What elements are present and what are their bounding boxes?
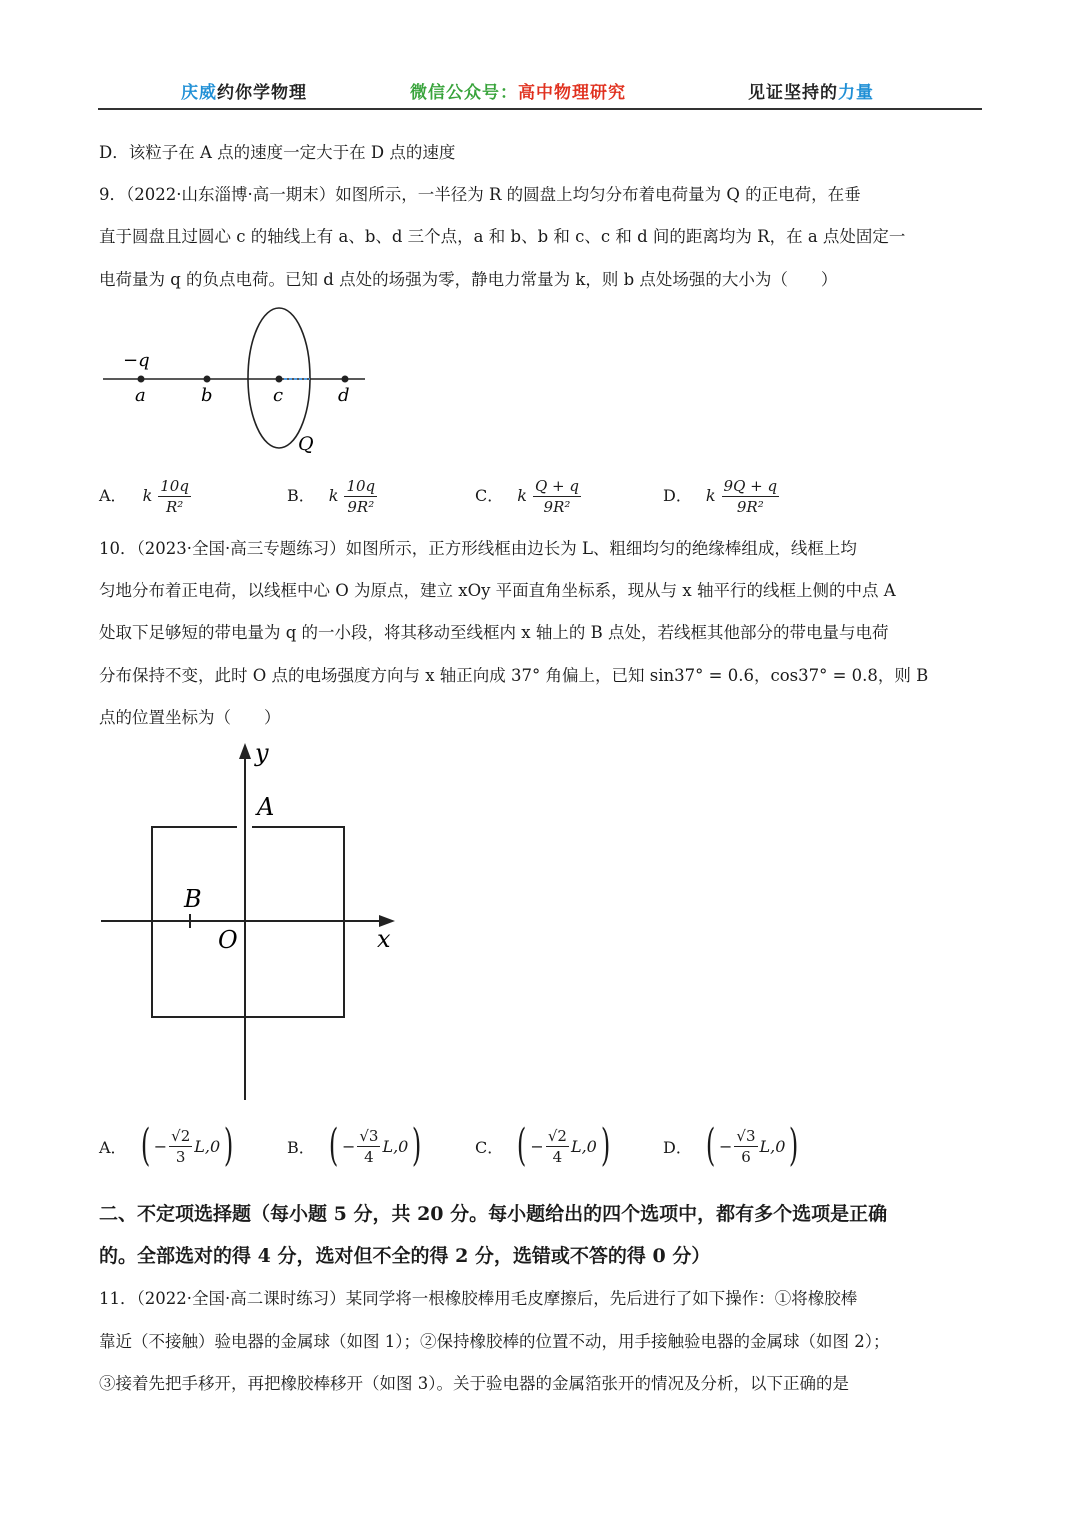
left-paren: ( — [517, 1120, 527, 1171]
header-right — [748, 78, 874, 103]
option-minus: − — [530, 1136, 544, 1156]
header-left-b: 约你学物理 — [217, 83, 307, 103]
option-minus: − — [341, 1136, 356, 1156]
q10-text-line-5: 点的位置坐标为（ ） — [99, 708, 281, 727]
label-d: d — [338, 385, 350, 406]
q11-text-line-3: ③接着先把手移开，再把橡胶棒移开（如图 3）。关于验电器的金属箔张开的情况及分析，以下正确的是 — [99, 1374, 849, 1393]
fraction-numerator: √3 — [359, 1126, 379, 1145]
fraction-numerator: Q + q — [534, 477, 579, 495]
fraction-denominator: 4 — [364, 1147, 374, 1166]
label-b: b — [201, 385, 213, 406]
point-d — [342, 376, 349, 383]
fraction-denominator: 4 — [552, 1147, 563, 1166]
right-paren: ) — [224, 1120, 234, 1171]
header-middle — [410, 78, 626, 103]
option-fraction — [546, 1126, 569, 1167]
option-minus: − — [719, 1136, 733, 1156]
option-body — [99, 1120, 237, 1171]
label-O: O — [218, 926, 238, 954]
q10-figure — [95, 735, 405, 1105]
label-A: A — [257, 793, 275, 821]
q10-text-line-3: 处取下足够短的带电量为 q 的一小段，将其移动至线框内 x 轴上的 B 点处，若线框其他部分的带电量与电荷 — [99, 623, 889, 642]
header-mid-a: 微信公众号： — [410, 83, 518, 103]
q9-option-d[interactable] — [663, 476, 779, 517]
option-fraction — [158, 476, 191, 517]
option-label: B． — [287, 1137, 315, 1157]
option-body — [663, 1120, 803, 1171]
option-k: k — [328, 486, 339, 505]
option-k: k — [517, 486, 527, 505]
option-fraction — [533, 476, 581, 517]
label-Q: Q — [298, 433, 314, 455]
option-k: k — [705, 486, 716, 505]
header-right-a: 见证坚持的 — [748, 83, 838, 103]
label-neg-q: −q — [123, 350, 150, 371]
option-fraction — [722, 476, 780, 517]
header-rule — [98, 108, 982, 110]
option-tail: L,0 — [382, 1136, 409, 1156]
q9-text-line-2: 直于圆盘且过圆心 c 的轴线上有 a、b、d 三个点，a 和 b、b 和 c、c 和 d 间的距离均为 R，在 a 点处固定一 — [99, 227, 906, 246]
label-y: y — [255, 739, 269, 767]
fraction-numerator: 10q — [346, 477, 376, 495]
right-paren: ) — [600, 1120, 611, 1171]
q10-option-a[interactable] — [99, 1120, 237, 1171]
q8-option-d: D．该粒子在 A 点的速度一定大于在 D 点的速度 — [99, 143, 456, 162]
fraction-denominator: 9R² — [736, 498, 764, 516]
q10-text-line-4: 分布保持不变，此时 O 点的电场强度方向与 x 轴正向成 37° 角偏上，已知 sin37° = 0.6，cos37° = 0.8，则 B — [99, 666, 929, 685]
q10-option-b[interactable] — [287, 1120, 426, 1171]
q11-text-line-1: 11．（2022·全国·高二课时练习）某同学将一根橡胶棒用毛皮摩擦后，先后进行了如下操作：①将橡胶棒 — [99, 1289, 858, 1308]
left-paren: ( — [705, 1120, 716, 1171]
fraction-numerator: 10q — [160, 477, 189, 495]
q9-option-b[interactable] — [287, 476, 377, 517]
option-label: A． — [99, 486, 127, 505]
option-fraction — [734, 1126, 757, 1167]
left-paren: ( — [328, 1120, 339, 1171]
header-left-a: 庆威 — [181, 83, 217, 103]
option-body — [475, 1120, 614, 1171]
label-a: a — [135, 385, 146, 406]
point-c — [276, 376, 283, 383]
fraction-denominator: 9R² — [543, 498, 571, 516]
section-2-heading-line-2: 的。全部选对的得 4 分，选对但不全的得 2 分，选错或不答的得 0 分） — [99, 1245, 711, 1267]
y-axis-arrow-icon — [239, 743, 251, 759]
q10-text-line-1: 10．（2023·全国·高三专题练习）如图所示，正方形线框由边长为 L、粗细均匀的绝缘棒组成，线框上均 — [99, 539, 857, 558]
option-k: k — [142, 486, 153, 505]
q9-option-c[interactable] — [475, 476, 581, 517]
fraction-denominator: 6 — [741, 1147, 751, 1166]
label-B: B — [184, 885, 202, 913]
option-tail: L,0 — [759, 1136, 786, 1156]
q9-option-a[interactable] — [99, 476, 191, 517]
fraction-denominator: R² — [165, 498, 184, 516]
option-label: C． — [475, 486, 504, 505]
option-label: A． — [99, 1137, 127, 1157]
q9-figure — [95, 300, 385, 465]
option-tail: L,0 — [194, 1136, 221, 1156]
header-mid-b: 高中物理研究 — [518, 83, 626, 103]
fraction-numerator: 9Q + q — [723, 477, 778, 495]
option-label: D． — [663, 1137, 692, 1157]
option-fraction — [344, 476, 377, 517]
point-b — [204, 376, 211, 383]
option-label: B． — [287, 486, 315, 505]
right-paren: ) — [789, 1120, 799, 1171]
q10-option-d[interactable] — [663, 1120, 803, 1171]
q9-text-line-3: 电荷量为 q 的负点电荷。已知 d 点处的场强为零，静电力常量为 k，则 b 点处场强的大小为（ ） — [99, 270, 838, 289]
section-2-heading-line-1: 二、不定项选择题（每小题 5 分，共 20 分。每小题给出的四个选项中，都有多个选项是正确 — [99, 1203, 888, 1225]
option-label: C． — [475, 1137, 504, 1157]
label-x: x — [377, 925, 391, 953]
option-tail: L,0 — [570, 1136, 597, 1156]
fraction-numerator: √2 — [547, 1126, 567, 1145]
right-paren: ) — [412, 1120, 422, 1171]
fraction-numerator: √2 — [171, 1126, 191, 1145]
label-c: c — [273, 385, 284, 406]
left-paren: ( — [140, 1120, 150, 1171]
option-body — [287, 1120, 426, 1171]
fraction-denominator: 9R² — [347, 498, 375, 516]
option-fraction — [169, 1126, 192, 1167]
q10-text-line-2: 匀地分布着正电荷，以线框中心 O 为原点，建立 xOy 平面直角坐标系，现从与 x 轴平行的线框上侧的中点 A — [99, 581, 896, 600]
fraction-denominator: 3 — [175, 1147, 186, 1166]
option-minus: − — [153, 1136, 168, 1156]
q9-text-line-1: 9．（2022·山东淄博·高一期末）如图所示，一半径为 R 的圆盘上均匀分布着电荷量为 Q 的正电荷，在垂 — [99, 185, 861, 204]
fraction-numerator: √3 — [736, 1126, 756, 1145]
option-label: D． — [663, 486, 692, 505]
option-fraction — [357, 1126, 380, 1167]
point-a — [138, 376, 145, 383]
header-left — [181, 78, 307, 103]
q11-text-line-2: 靠近（不接触）验电器的金属球（如图 1）；②保持橡胶棒的位置不动，用手接触验电器的金属球（如图 2）； — [99, 1332, 890, 1351]
header-right-b: 力量 — [838, 83, 874, 103]
q10-option-c[interactable] — [475, 1120, 614, 1171]
